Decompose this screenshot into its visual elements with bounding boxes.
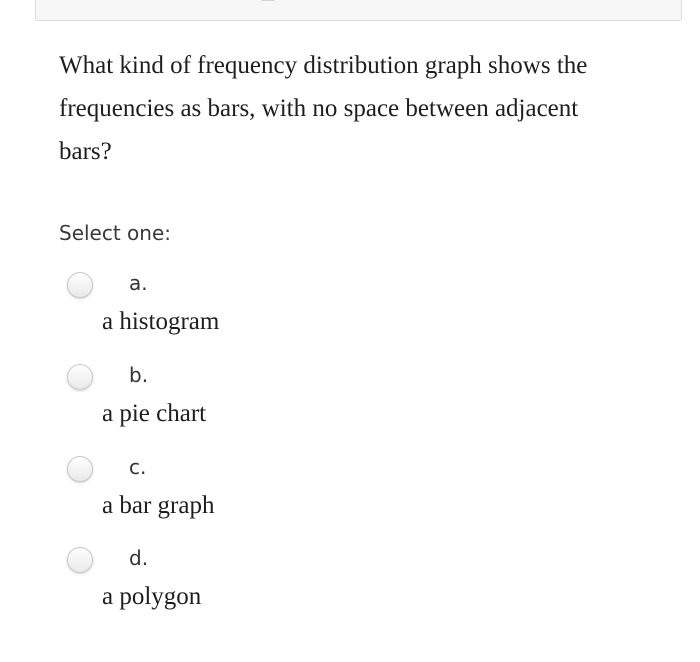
panel-stub: [260, 0, 276, 1]
option-letter-b: b.: [129, 363, 149, 387]
question-line-2: frequencies as bars, with no space between adjacent: [59, 95, 579, 122]
question-line-3: bars?: [59, 138, 112, 165]
answer-option-d[interactable]: [0, 547, 700, 627]
question-line-1: What kind of frequency distribution graph shows the: [59, 52, 588, 79]
radio-button-c[interactable]: [67, 456, 93, 482]
previous-panel: [35, 0, 682, 21]
answer-option-b[interactable]: [0, 364, 700, 444]
option-letter-d: d.: [129, 546, 149, 570]
option-text-c[interactable]: a bar graph: [102, 492, 215, 519]
select-prompt: Select one:: [59, 221, 172, 245]
answer-option-a[interactable]: [0, 272, 700, 352]
radio-button-a[interactable]: [67, 272, 93, 298]
option-text-d[interactable]: a polygon: [102, 583, 202, 610]
radio-button-b[interactable]: [67, 364, 93, 390]
option-text-a[interactable]: a histogram: [102, 308, 220, 335]
radio-button-d[interactable]: [67, 547, 93, 573]
answer-option-c[interactable]: [0, 456, 700, 536]
option-text-b[interactable]: a pie chart: [102, 400, 207, 427]
question-text: [59, 44, 639, 173]
option-letter-a: a.: [129, 271, 148, 295]
option-letter-c: c.: [129, 455, 147, 479]
